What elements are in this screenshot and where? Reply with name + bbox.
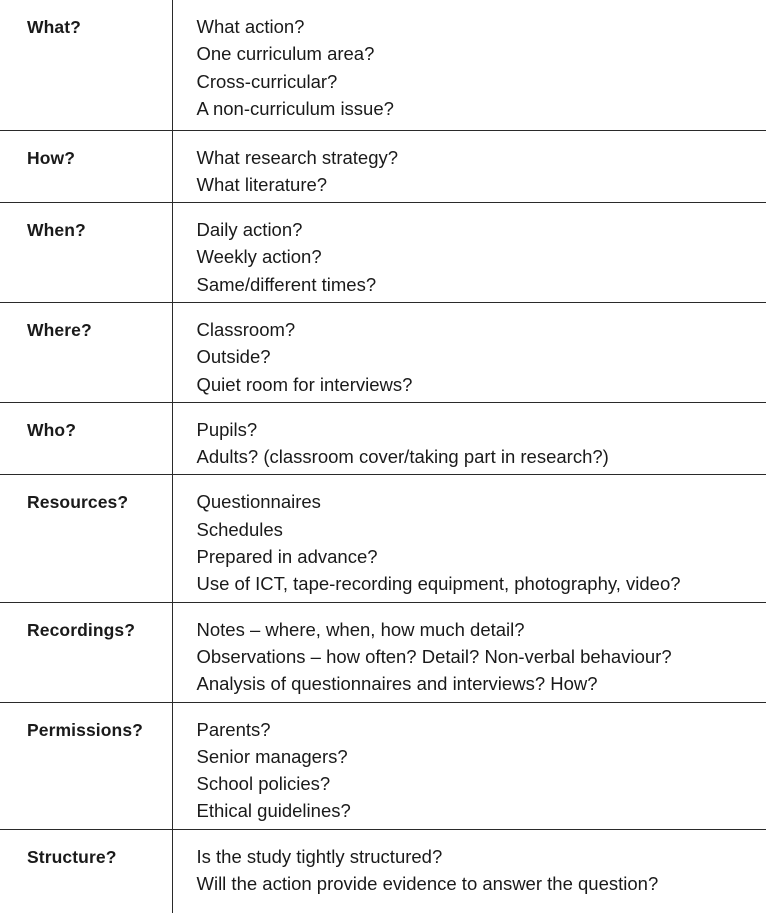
row-items bbox=[172, 130, 766, 203]
row-items bbox=[172, 402, 766, 475]
list-item: Questionnaires bbox=[197, 488, 766, 515]
list-item: Prepared in advance? bbox=[197, 543, 766, 570]
row-label: How? bbox=[0, 130, 172, 203]
row-items bbox=[172, 203, 766, 303]
list-item: Is the study tightly structured? bbox=[197, 843, 766, 870]
table-row bbox=[0, 402, 766, 475]
row-label: Who? bbox=[0, 402, 172, 475]
list-item: Analysis of questionnaires and interviews? How? bbox=[197, 670, 766, 697]
list-item: Parents? bbox=[197, 716, 766, 743]
table-row bbox=[0, 302, 766, 402]
list-item: Ethical guidelines? bbox=[197, 797, 766, 824]
list-item: Outside? bbox=[197, 343, 766, 370]
row-label: When? bbox=[0, 203, 172, 303]
row-label: Resources? bbox=[0, 475, 172, 602]
table-row bbox=[0, 829, 766, 913]
list-item: Will the action provide evidence to answer the question? bbox=[197, 870, 766, 897]
table-row bbox=[0, 0, 766, 130]
list-item: What research strategy? bbox=[197, 144, 766, 171]
row-items bbox=[172, 602, 766, 702]
row-label: Permissions? bbox=[0, 702, 172, 829]
list-item: Notes – where, when, how much detail? bbox=[197, 616, 766, 643]
list-item: Pupils? bbox=[197, 416, 766, 443]
list-item: Senior managers? bbox=[197, 743, 766, 770]
row-items bbox=[172, 829, 766, 913]
row-items bbox=[172, 475, 766, 602]
table-row bbox=[0, 475, 766, 602]
list-item: Quiet room for interviews? bbox=[197, 371, 766, 398]
row-items bbox=[172, 302, 766, 402]
row-label: Structure? bbox=[0, 829, 172, 913]
table-row bbox=[0, 602, 766, 702]
list-item: Daily action? bbox=[197, 216, 766, 243]
list-item: School policies? bbox=[197, 770, 766, 797]
row-label: What? bbox=[0, 0, 172, 130]
list-item: A non-curriculum issue? bbox=[197, 95, 766, 122]
table-row bbox=[0, 130, 766, 203]
list-item: Adults? (classroom cover/taking part in research?) bbox=[197, 443, 766, 470]
table-row bbox=[0, 702, 766, 829]
list-item: Schedules bbox=[197, 516, 766, 543]
list-item: Observations – how often? Detail? Non-verbal behaviour? bbox=[197, 643, 766, 670]
row-items bbox=[172, 702, 766, 829]
list-item: Classroom? bbox=[197, 316, 766, 343]
list-item: Cross-curricular? bbox=[197, 68, 766, 95]
list-item: What literature? bbox=[197, 171, 766, 198]
row-items bbox=[172, 0, 766, 130]
list-item: Use of ICT, tape-recording equipment, photography, video? bbox=[197, 570, 766, 597]
row-label: Recordings? bbox=[0, 602, 172, 702]
list-item: Same/different times? bbox=[197, 271, 766, 298]
table-row bbox=[0, 203, 766, 303]
list-item: One curriculum area? bbox=[197, 40, 766, 67]
list-item: What action? bbox=[197, 13, 766, 40]
row-label: Where? bbox=[0, 302, 172, 402]
list-item: Weekly action? bbox=[197, 243, 766, 270]
